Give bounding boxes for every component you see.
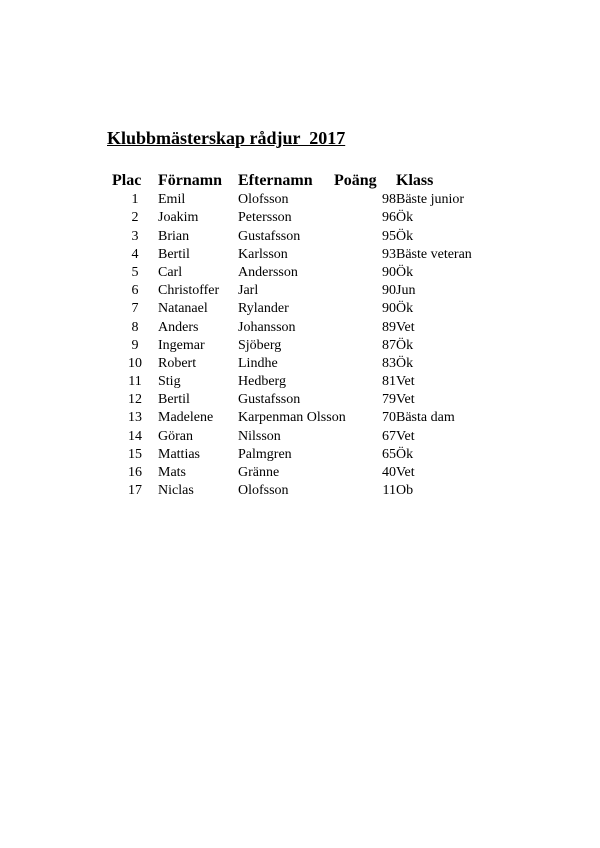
cell-last-name: Karpenman Olsson (238, 410, 346, 426)
cell-first-name: Emil (158, 192, 186, 208)
table-row (112, 190, 482, 208)
cell-last-name: Nilsson (238, 428, 281, 444)
table-row (112, 226, 482, 244)
cell-last-name: Gränne (238, 465, 280, 480)
cell-points: 65 (382, 446, 396, 462)
cell-points: 90 (382, 264, 396, 280)
cell-last-name: Olofsson (238, 192, 289, 208)
cell-class: Ök (396, 228, 414, 244)
cell-last-name: Andersson (238, 264, 298, 280)
table-row (112, 372, 482, 390)
cell-place: 13 (128, 410, 142, 426)
cell-first-name: Anders (158, 319, 199, 335)
table-row (112, 426, 482, 444)
table-row (112, 354, 482, 372)
cell-place: 10 (128, 355, 142, 371)
results-table (112, 166, 482, 499)
table-row (112, 408, 482, 426)
cell-class: Ök (396, 446, 414, 462)
cell-points: 90 (382, 283, 396, 299)
cell-place: 16 (128, 465, 142, 480)
cell-points: 95 (382, 228, 396, 244)
cell-points: 40 (382, 465, 396, 480)
cell-place: 14 (128, 428, 142, 444)
cell-class: Bästa dam (396, 410, 455, 426)
page-title: Klubbmästerskap rådjur 2017 (107, 128, 346, 148)
cell-points: 96 (382, 210, 396, 226)
cell-place: 5 (131, 264, 139, 280)
cell-place: 9 (131, 337, 139, 353)
table-row (112, 481, 482, 499)
table-body (112, 190, 482, 499)
cell-last-name: Gustafsson (238, 228, 301, 244)
table-row (112, 245, 482, 263)
cell-class: Bäste junior (396, 192, 465, 208)
cell-points: 98 (382, 192, 396, 208)
table-row (112, 281, 482, 299)
table-header (112, 166, 482, 190)
cell-place: 3 (131, 228, 139, 244)
cell-first-name: Robert (158, 355, 197, 371)
cell-last-name: Jarl (238, 283, 259, 299)
header-class: Klass (396, 172, 434, 189)
cell-first-name: Brian (158, 228, 190, 244)
cell-place: 8 (131, 319, 139, 335)
cell-class: Bäste veteran (396, 246, 472, 262)
cell-points: 11 (382, 483, 396, 499)
cell-class: Vet (396, 428, 415, 444)
cell-first-name: Bertil (158, 246, 190, 262)
cell-last-name: Lindhe (238, 355, 278, 371)
cell-first-name: Ingemar (158, 337, 205, 353)
table-row (112, 463, 482, 481)
cell-class: Vet (396, 374, 415, 390)
cell-first-name: Joakim (158, 210, 199, 226)
table-row (112, 445, 482, 463)
cell-place: 17 (128, 483, 142, 499)
cell-class: Ök (396, 355, 414, 371)
cell-place: 4 (131, 246, 139, 262)
cell-first-name: Mattias (158, 446, 200, 462)
header-points: Poäng (334, 172, 377, 189)
header-first-name: Förnamn (158, 172, 222, 189)
cell-place: 12 (128, 392, 142, 408)
table-row (112, 299, 482, 317)
cell-last-name: Rylander (238, 301, 289, 317)
cell-place: 11 (128, 374, 142, 390)
header-place: Plac (112, 172, 142, 189)
cell-first-name: Natanael (158, 301, 208, 317)
cell-points: 83 (382, 355, 396, 371)
cell-class: Ök (396, 210, 414, 226)
cell-first-name: Madelene (158, 410, 214, 426)
cell-place: 6 (131, 283, 139, 299)
cell-points: 89 (382, 319, 396, 335)
cell-place: 1 (131, 192, 139, 208)
table-row (112, 263, 482, 281)
cell-first-name: Mats (158, 465, 186, 480)
cell-first-name: Bertil (158, 392, 190, 408)
cell-class: Ök (396, 337, 414, 353)
cell-points: 81 (382, 374, 396, 390)
cell-class: Vet (396, 392, 415, 408)
table-row (112, 208, 482, 226)
cell-points: 93 (382, 246, 396, 262)
cell-last-name: Hedberg (238, 374, 286, 390)
cell-class: Ob (396, 483, 414, 499)
cell-class: Vet (396, 319, 415, 335)
cell-first-name: Stig (158, 374, 181, 390)
cell-last-name: Olofsson (238, 483, 289, 499)
cell-points: 79 (382, 392, 396, 408)
cell-points: 67 (382, 428, 396, 444)
table-row (112, 336, 482, 354)
table-row (112, 317, 482, 335)
cell-last-name: Palmgren (238, 446, 292, 462)
cell-points: 70 (382, 410, 396, 426)
cell-last-name: Sjöberg (238, 337, 282, 353)
cell-first-name: Göran (158, 428, 193, 444)
cell-first-name: Carl (158, 264, 183, 280)
header-row (112, 166, 482, 190)
cell-place: 2 (131, 210, 139, 226)
cell-class: Vet (396, 465, 415, 480)
cell-first-name: Christoffer (158, 283, 220, 299)
cell-last-name: Petersson (238, 210, 292, 226)
cell-class: Jun (396, 283, 416, 299)
cell-points: 90 (382, 301, 396, 317)
cell-place: 15 (128, 446, 142, 462)
table-row (112, 390, 482, 408)
header-last-name: Efternamn (238, 172, 313, 189)
cell-last-name: Gustafsson (238, 392, 301, 408)
cell-last-name: Johansson (238, 319, 296, 335)
cell-last-name: Karlsson (238, 246, 288, 262)
cell-first-name: Niclas (158, 483, 194, 499)
cell-points: 87 (382, 337, 396, 353)
cell-place: 7 (131, 301, 139, 317)
cell-class: Ök (396, 301, 414, 317)
cell-class: Ök (396, 264, 414, 280)
